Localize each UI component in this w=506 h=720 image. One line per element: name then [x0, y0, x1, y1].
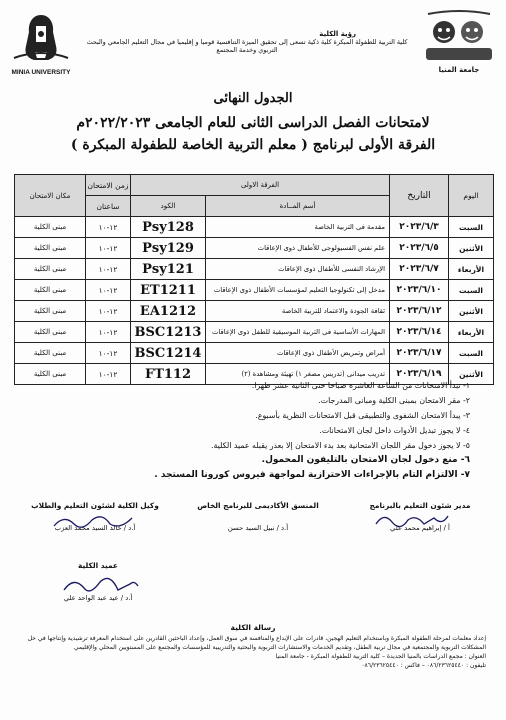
header-date: التاريخ — [390, 175, 449, 217]
row-code: ET1211 — [131, 280, 206, 301]
page-titles — [30, 90, 476, 156]
dean-signature-mark — [60, 572, 140, 598]
row-place: مبنى الكلية — [15, 238, 86, 259]
director-signature-mark — [372, 510, 452, 532]
row-date: ٢٠٢٣/٦/١٤ — [390, 322, 449, 343]
row-date: ٢٠٢٣/٦/١٩ — [390, 364, 449, 385]
table-row — [15, 259, 494, 280]
vice-dean-name: أ.د / خالد السيد محمد العزب — [54, 524, 136, 532]
college-vision — [78, 30, 416, 54]
table-row — [15, 217, 494, 238]
note-item: ١- تبدأ الامتحانات من الساعة العاشرة صباحا حتى الثانية عشر ظهرا. — [251, 381, 470, 390]
row-subject: ثقافة الجودة والاعتماد للتربية الخاصة — [206, 301, 390, 322]
coordinator-role: المنسق الأكاديمى للبرنامج الخاص — [197, 501, 319, 510]
header-level: الفرقة الاولى — [131, 175, 390, 196]
row-subject: المهارات الأساسية فى التربية الموسيقية للطفل ذوى الإعاقات — [206, 322, 390, 343]
table-row — [15, 238, 494, 259]
row-time: ١٢-١٠ — [86, 280, 131, 301]
header-day: اليوم — [449, 175, 494, 217]
row-place: مبنى الكلية — [15, 343, 86, 364]
table-row — [15, 280, 494, 301]
row-code: FT112 — [131, 364, 206, 385]
table-header-row-1 — [15, 175, 494, 196]
row-day: السبت — [449, 217, 494, 238]
row-place: مبنى الكلية — [15, 280, 86, 301]
header-time: زمن الامتحان — [86, 175, 131, 196]
table-row — [15, 322, 494, 343]
program-title: الفرقة الأولى لبرنامج ( معلم التربية الخاصة للطفولة المبكرة ) — [70, 137, 436, 153]
row-code: Psy129 — [131, 238, 206, 259]
footer-address: العنوان : مجمع الدراسات بالمنيا الجديدة – كلية التربية للطفولة المبكرة - جامعة المنيا — [275, 653, 486, 660]
vice-dean-signature-mark — [48, 510, 138, 534]
row-subject: الإرشاد النفسى للأطفال ذوى الإعاقات — [206, 259, 390, 280]
row-date: ٢٠٢٣/٦/٥ — [390, 238, 449, 259]
row-subject: مقدمة فى التربية الخاصة — [206, 217, 390, 238]
note-item: ٥- لا يجوز دخول مقر اللجان الامتحانية بعد بدء الامتحان إلا بعذر يقبله عميد الكلية. — [211, 441, 470, 450]
row-place: مبنى الكلية — [15, 259, 86, 280]
row-time: ١٢-١٠ — [86, 364, 131, 385]
row-time: ١٢-١٠ — [86, 322, 131, 343]
director-role: مدير شئون التعليم بالبرنامج — [369, 501, 471, 510]
table-row — [15, 343, 494, 364]
row-time: ١٢-١٠ — [86, 238, 131, 259]
mission-body: إعداد معلمات لمرحلة الطفولة المبكرة وباستخدام التعليم الهجين، قادرات على الإبداع والمنافسة في سوق العمل، وإعداد الباحثين القادرين على استخدام المعرفة ترشيدية وإنتاجها في حل المشكلات التربوية والمجتمعية في مجال تربية الطفل، وتقديم الخدمات والاستشارات التربوية والبحثية والتدريبية للمؤسسات والمجتمع على المستويين المحلي والإقليمي — [27, 635, 486, 651]
header-subject: أسم المــادة — [206, 196, 390, 217]
exam-notes — [40, 378, 470, 483]
row-place: مبنى الكلية — [15, 301, 86, 322]
footer-contact: تليفون : ٠٨٦/٢٣٦٢٥٤٤٠ – فاكس : ٠٨٦/٢٣٦٢٥٤٤٠ — [361, 662, 486, 669]
row-place: مبنى الكلية — [15, 364, 86, 385]
row-day: الأثنين — [449, 364, 494, 385]
row-subject: مدخل إلى تكنولوجيا التعليم لمؤسسات الأطفال ذوى الإعاقات — [206, 280, 390, 301]
dean-role: عميد الكلية — [78, 561, 118, 570]
row-subject: علم نفس الفسيولوجى للأطفال ذوى الإعاقات — [206, 238, 390, 259]
table-row — [15, 301, 494, 322]
row-time: ١٢-١٠ — [86, 301, 131, 322]
vice-dean-role: وكيل الكلية لشئون التعليم والطلاب — [31, 501, 159, 510]
row-day: الأثنين — [449, 301, 494, 322]
header-code: الكود — [131, 196, 206, 217]
row-place: مبنى الكلية — [15, 322, 86, 343]
logo-left-text: MINIA UNIVERSITY — [11, 69, 71, 76]
note-item: ٦- منع دخول لجان الامتحان بالتليفون المحمول. — [261, 455, 470, 465]
row-time: ١٢-١٠ — [86, 259, 131, 280]
row-time: ١٢-١٠ — [86, 217, 131, 238]
row-code: Psy121 — [131, 259, 206, 280]
exam-schedule-table — [14, 174, 494, 385]
row-code: BSC1214 — [131, 343, 206, 364]
row-date: ٢٠٢٣/٦/١٠ — [390, 280, 449, 301]
header-place: مكان الامتحان — [15, 175, 86, 217]
coordinator-name: أ.د / نبيل السيد حسن — [227, 524, 289, 532]
final-schedule-title: الجدول النهائى — [213, 91, 293, 106]
college-mission-footer — [20, 622, 486, 670]
director-name: أ / إبراهيم محمد علي — [390, 524, 450, 532]
note-item: ٤- لا يجوز تبديل الأدوات داخل لجان الامتحانات. — [319, 426, 470, 435]
row-code: Psy128 — [131, 217, 206, 238]
vision-heading: رؤية الكلية — [319, 30, 356, 38]
note-item: ٧- الالتزام التام بالإجراءات الاحترازية لمواجهة فيروس كورونا المستجد . — [154, 470, 470, 480]
row-code: BSC1213 — [131, 322, 206, 343]
signature-coordinator — [188, 500, 328, 534]
vision-text: كلية التربية للطفولة المبكرة كلية ذكية تسعى إلى تحقيق الميزة التنافسية قوميا و إقليميا في مجال التعليم الجامعي والبحث التربوي وخدمة المجتمع — [86, 38, 408, 54]
header-hours: ساعتان — [86, 196, 131, 217]
dean-name: أ.د / عيد عبد الواحد علي — [63, 594, 133, 602]
row-date: ٢٠٢٣/٦/٣ — [390, 217, 449, 238]
row-date: ٢٠٢٣/٦/١٢ — [390, 301, 449, 322]
logo-right-text: جامعة المنيا — [438, 66, 480, 74]
mission-title: رسالة الكلية — [230, 623, 276, 632]
exam-semester-title: لامتحانات الفصل الدراسى الثانى للعام الجامعى ٢٠٢٢/٢٠٢٣م — [76, 115, 430, 131]
faculty-logo — [418, 10, 500, 78]
row-place: مبنى الكلية — [15, 217, 86, 238]
note-item: ٢- مقر الامتحان بمبنى الكلية ومبانى المدرجات. — [318, 396, 470, 405]
row-day: الأربعاء — [449, 259, 494, 280]
row-code: EA1212 — [131, 301, 206, 322]
row-subject: تدريب ميدانى (تدريس مصغر ١) تهيئة ومشاهدة (٢) — [206, 364, 390, 385]
row-day: السبت — [449, 280, 494, 301]
row-date: ٢٠٢٣/٦/١٧ — [390, 343, 449, 364]
row-date: ٢٠٢٣/٦/٧ — [390, 259, 449, 280]
minia-university-logo — [10, 12, 72, 78]
row-day: الأثنين — [449, 238, 494, 259]
row-day: السبت — [449, 343, 494, 364]
note-item: ٣- يبدأ الامتحان الشفوى والتطبيقى قبل الامتحانات النظرية بأسبوع. — [255, 411, 470, 420]
row-subject: أمراض وتمريض الأطفال ذوى الإعاقات — [206, 343, 390, 364]
row-day: الأربعاء — [449, 322, 494, 343]
row-time: ١٢-١٠ — [86, 343, 131, 364]
